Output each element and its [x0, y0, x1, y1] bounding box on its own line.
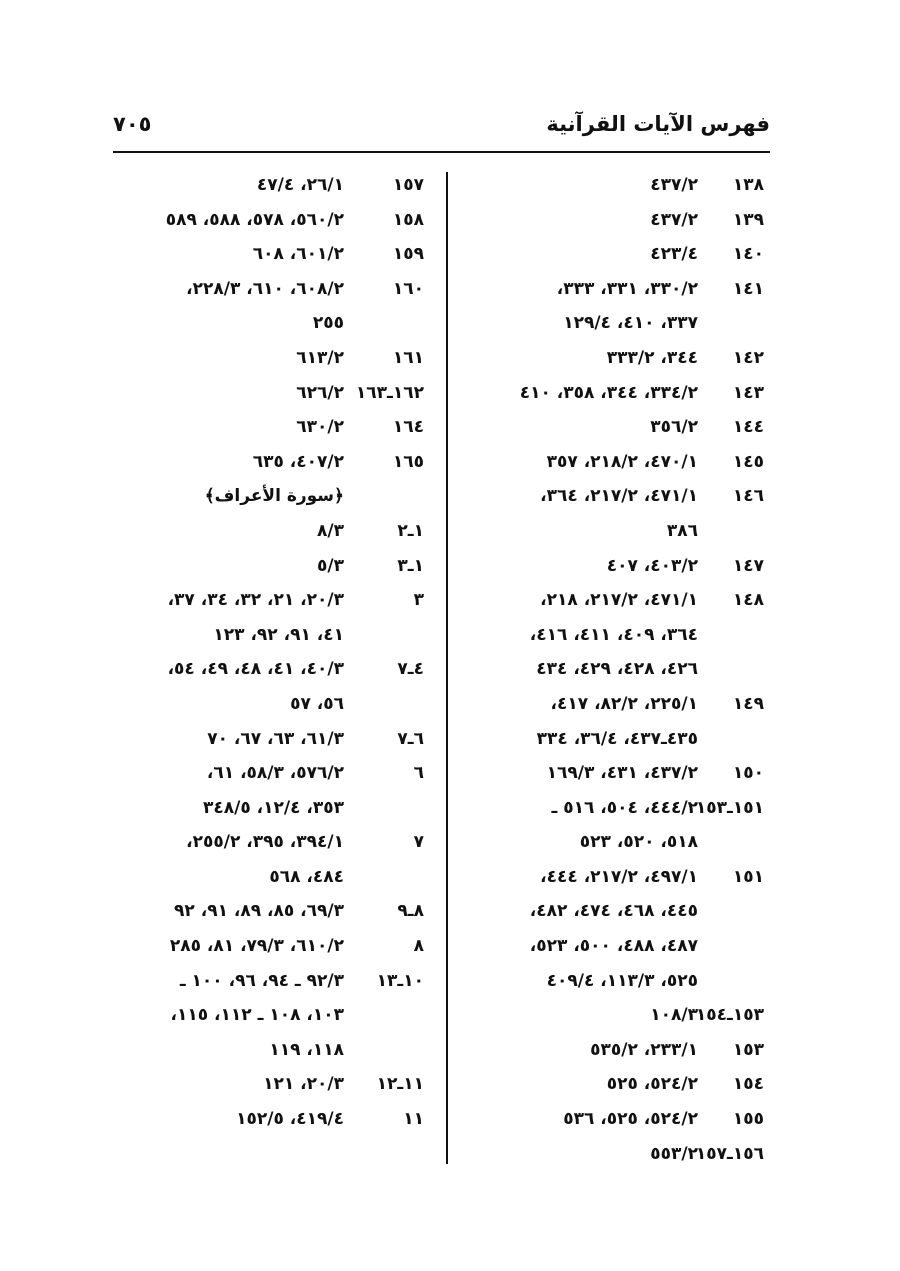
index-entry	[462, 479, 772, 548]
index-title: فهرس الآيات القرآنية	[546, 112, 770, 136]
reference-list	[462, 272, 698, 341]
ayah-number: ١٥٦ـ١٥٧	[695, 1143, 764, 1164]
reference-list	[462, 687, 698, 756]
reference-list	[462, 1033, 698, 1068]
reference-line: ٦٢٦/٢	[296, 382, 344, 403]
reference-line: ٤٧١/١، ٢١٧/٢، ٢١٨،	[540, 590, 698, 611]
ayah-number: ١٤٦	[732, 486, 764, 507]
ayah-number: ٣	[413, 590, 424, 611]
reference-list	[118, 237, 344, 272]
index-entry	[462, 272, 772, 341]
reference-list	[462, 549, 698, 584]
ayah-number: ١٥٣	[732, 1039, 764, 1060]
ayah-number: ١٥١	[732, 866, 764, 887]
reference-line: ٤٨٧، ٤٨٨، ٥٠٠، ٥٢٣،	[529, 936, 698, 957]
index-entry	[462, 998, 772, 1033]
index-entry	[462, 168, 772, 203]
reference-line: ٣٦٤، ٤٠٩، ٤١١، ٤١٦،	[529, 624, 698, 645]
ayah-number: ١٥٩	[392, 244, 424, 265]
reference-line: ٤٣٧/٢، ٤٣١، ١٦٩/٣	[546, 763, 698, 784]
ayah-number: ٨	[413, 936, 424, 957]
index-entry	[118, 964, 434, 1068]
reference-line: ٢٠/٣، ٢١، ٣٢، ٣٤، ٣٧،	[167, 590, 344, 611]
reference-list	[462, 756, 698, 791]
reference-line: ٤١، ٩١، ٩٢، ١٢٣	[213, 624, 344, 645]
reference-line: ٣٩٤/١، ٣٩٥، ٢٥٥/٢،	[186, 832, 344, 853]
reference-list	[462, 479, 698, 548]
left-entries-before	[118, 168, 434, 479]
reference-list	[462, 791, 698, 860]
reference-line: ٤٤٤/٢، ٥٠٤، ٥١٦ ـ	[551, 797, 698, 818]
reference-line: ٨/٣	[317, 520, 344, 541]
reference-list	[462, 1067, 698, 1102]
ayah-number: ٨ـ٩	[397, 901, 424, 922]
reference-list	[462, 445, 698, 480]
reference-line: ٣٤٤، ٣٣٣/٢	[606, 347, 698, 368]
index-entry	[462, 860, 772, 998]
index-entry	[462, 237, 772, 272]
reference-list	[118, 722, 344, 757]
reference-line: ٤٠٣/٢، ٤٠٧	[606, 555, 698, 576]
index-entry	[462, 1137, 772, 1172]
reference-list	[118, 583, 344, 652]
reference-list	[462, 998, 698, 1033]
surah-heading: ﴿سورة الأعراف﴾	[204, 486, 344, 507]
ayah-number: ١ـ٢	[397, 520, 424, 541]
reference-list	[118, 549, 344, 584]
index-entry	[118, 341, 434, 376]
reference-line: ٦٠٨/٢، ٦١٠، ٢٢٨/٣،	[186, 278, 344, 299]
ayah-number: ١٥٨	[392, 209, 424, 230]
reference-line: ٣٣٧، ٤١٠، ١٢٩/٤	[563, 313, 698, 334]
ayah-number: ١٦٥	[392, 451, 424, 472]
index-entry	[118, 1067, 434, 1102]
reference-line: ٤٨٤، ٥٦٨	[269, 866, 344, 887]
header-rule	[113, 151, 770, 153]
reference-line: ٥٢٥، ١١٣/٣، ٤٠٩/٤	[546, 970, 698, 991]
ayah-number: ١٤٢	[732, 347, 764, 368]
ayah-number: ٧	[413, 832, 424, 853]
ayah-number: ٦ـ٧	[397, 728, 424, 749]
reference-line: ٥٢٤/٢، ٥٢٥، ٥٣٦	[563, 1109, 698, 1130]
index-entry	[118, 652, 434, 721]
reference-line: ٥٧٦/٢، ٥٨/٣، ٦١،	[206, 763, 344, 784]
reference-line: ٥٢٤/٢، ٥٢٥	[606, 1074, 698, 1095]
index-entry	[118, 272, 434, 341]
ayah-number: ١١	[403, 1109, 424, 1130]
reference-list	[118, 894, 344, 929]
index-entry	[118, 237, 434, 272]
reference-line: ٦١/٣، ٦٣، ٦٧، ٧٠	[207, 728, 344, 749]
index-entry	[462, 583, 772, 687]
index-entry	[118, 514, 434, 549]
ayah-number: ١٠ـ١٣	[376, 970, 424, 991]
index-entry	[462, 756, 772, 791]
reference-line: ٤٣٧/٢	[650, 175, 698, 195]
reference-list	[462, 341, 698, 376]
index-entry	[118, 203, 434, 238]
index-entry	[118, 929, 434, 964]
index-entry	[462, 341, 772, 376]
reference-list	[118, 1067, 344, 1102]
reference-list	[118, 203, 344, 238]
ayah-number: ١٤٥	[732, 451, 764, 472]
reference-list	[118, 410, 344, 445]
ayah-number: ١١ـ١٢	[376, 1074, 424, 1095]
reference-line: ١٠٣، ١٠٨ ـ ١١٢، ١١٥،	[170, 1005, 344, 1026]
ayah-number: ١٦٢ـ١٦٣	[355, 382, 424, 403]
reference-line: ٦١٣/٢	[296, 347, 344, 368]
reference-line: ٤١٩/٤، ١٥٢/٥	[236, 1109, 344, 1130]
index-entry	[118, 410, 434, 445]
reference-line: ٣٥٣، ١٢/٤، ٣٤٨/٥	[203, 797, 344, 818]
reference-line: ٦٠١/٢، ٦٠٨	[252, 244, 344, 265]
index-entry	[462, 1033, 772, 1068]
ayah-number: ١٤٩	[732, 693, 764, 714]
reference-list	[118, 652, 344, 721]
index-entry	[118, 168, 434, 203]
index-entry	[462, 376, 772, 411]
index-entry	[118, 1102, 434, 1137]
ayah-number: ١٤٤	[732, 417, 764, 438]
index-entry	[118, 445, 434, 480]
index-entry	[462, 791, 772, 860]
ayah-number: ٤ـ٧	[397, 659, 424, 680]
reference-line: ٤٠/٣، ٤١، ٤٨، ٤٩، ٥٤،	[167, 659, 344, 680]
reference-line: ٦٩/٣، ٨٥، ٨٩، ٩١، ٩٢	[174, 901, 344, 922]
index-entry	[462, 1067, 772, 1102]
ayah-number: ١٤٨	[732, 590, 764, 611]
reference-line: ٣٣٠/٢، ٣٣١، ٣٣٣،	[556, 278, 698, 299]
ayah-number: ١٦١	[392, 347, 424, 368]
index-entry	[118, 894, 434, 929]
reference-line: ٤٧٠/١، ٢١٨/٢، ٣٥٧	[546, 451, 698, 472]
ayah-number: ١٥٣ـ١٥٤	[695, 1005, 764, 1026]
index-entry	[462, 1102, 772, 1137]
reference-line: ٢٦/١، ٤٧/٤	[256, 175, 344, 195]
ayah-number: ١٥٠	[732, 763, 764, 784]
reference-line: ٤٢٦، ٤٢٨، ٤٢٩، ٤٣٤	[536, 659, 698, 680]
index-entry	[118, 756, 434, 825]
left-entries-after	[118, 514, 434, 1137]
reference-line: ٥٥٣/٢	[650, 1143, 698, 1164]
reference-line: ٤٣٥ـ٤٣٧، ٣٦/٤، ٣٣٤	[536, 728, 698, 749]
ayah-number: ١٤٧	[732, 555, 764, 576]
reference-line: ٤٣٧/٢	[650, 209, 698, 230]
reference-line: ٤٤٥، ٤٦٨، ٤٧٤، ٤٨٢،	[529, 901, 698, 922]
reference-line: ٤٢٣/٤	[650, 244, 698, 265]
reference-list	[118, 514, 344, 549]
column-divider	[446, 172, 448, 1164]
reference-list	[462, 583, 698, 687]
ayah-number: ٦	[413, 763, 424, 784]
index-entry	[118, 583, 434, 652]
reference-line: ٥٦٠/٢، ٥٧٨، ٥٨٨، ٥٨٩	[165, 209, 344, 230]
index-entry	[462, 445, 772, 480]
ayah-number: ١٤٠	[732, 244, 764, 265]
reference-list	[118, 168, 344, 203]
reference-list	[462, 237, 698, 272]
ayah-number: ١٦٠	[392, 278, 424, 299]
ayah-number: ١٤٣	[732, 382, 764, 403]
reference-line: ٢٥٥	[312, 313, 344, 334]
page-number: ٧٠٥	[113, 112, 152, 136]
index-entry	[118, 376, 434, 411]
index-entry	[118, 722, 434, 757]
reference-list	[462, 410, 698, 445]
index-entry	[462, 549, 772, 584]
reference-line: ٢٠/٣، ١٢١	[263, 1074, 344, 1095]
ayah-number: ١ـ٣	[397, 555, 424, 576]
reference-line: ٣٥٦/٢	[650, 417, 698, 438]
reference-line: ٦٣٠/٢	[296, 417, 344, 438]
reference-line: ٥/٣	[317, 555, 344, 576]
reference-line: ٤٧١/١، ٢١٧/٢، ٣٦٤،	[540, 486, 698, 507]
reference-list	[118, 964, 344, 1068]
right-column	[462, 168, 772, 1171]
ayah-number: ١٥٧	[392, 175, 424, 195]
reference-list	[462, 168, 698, 203]
reference-line: ٤٠٧/٢، ٦٣٥	[252, 451, 344, 472]
left-column	[118, 168, 434, 1137]
reference-line: ٥٦، ٥٧	[290, 693, 344, 714]
ayah-number: ١٣٨	[732, 175, 764, 195]
reference-line: ٩٢/٣ ـ ٩٤، ٩٦، ١٠٠ ـ	[179, 970, 344, 991]
ayah-number: ١٣٩	[732, 209, 764, 230]
index-entry	[462, 203, 772, 238]
index-entry	[118, 549, 434, 584]
reference-list	[462, 1102, 698, 1137]
reference-line: ٢٣٣/١، ٥٣٥/٢	[590, 1039, 698, 1060]
reference-list	[118, 445, 344, 480]
ayah-number: ١٥١ـ١٥٣	[695, 797, 764, 818]
reference-line: ٤٩٧/١، ٢١٧/٢، ٤٤٤،	[540, 866, 698, 887]
reference-line: ١٠٨/٣	[650, 1005, 698, 1026]
reference-list	[118, 272, 344, 341]
reference-list	[118, 376, 344, 411]
reference-line: ٣٨٦	[666, 520, 698, 541]
page-header	[113, 104, 770, 150]
reference-line: ٣٣٤/٢، ٣٤٤، ٣٥٨، ٤١٠	[519, 382, 698, 403]
ayah-number: ١٤١	[732, 278, 764, 299]
reference-line: ١١٨، ١١٩	[269, 1039, 344, 1060]
reference-list	[462, 376, 698, 411]
reference-line: ٢٢٥/١، ٨٢/٢، ٤١٧،	[550, 693, 698, 714]
reference-list	[462, 1137, 698, 1172]
reference-list	[118, 341, 344, 376]
reference-list	[118, 929, 344, 964]
reference-list	[118, 1102, 344, 1137]
index-entry	[462, 687, 772, 756]
index-entry	[462, 410, 772, 445]
reference-list	[118, 825, 344, 894]
reference-list	[462, 860, 698, 998]
ayah-number: ١٥٤	[732, 1074, 764, 1095]
ayah-number: ١٥٥	[732, 1109, 764, 1130]
ayah-number: ١٦٤	[392, 417, 424, 438]
reference-list	[462, 203, 698, 238]
reference-line: ٥١٨، ٥٢٠، ٥٢٣	[579, 832, 698, 853]
reference-line: ٦١٠/٢، ٧٩/٣، ٨١، ٢٨٥	[169, 936, 344, 957]
index-entry	[118, 825, 434, 894]
reference-list	[118, 756, 344, 825]
